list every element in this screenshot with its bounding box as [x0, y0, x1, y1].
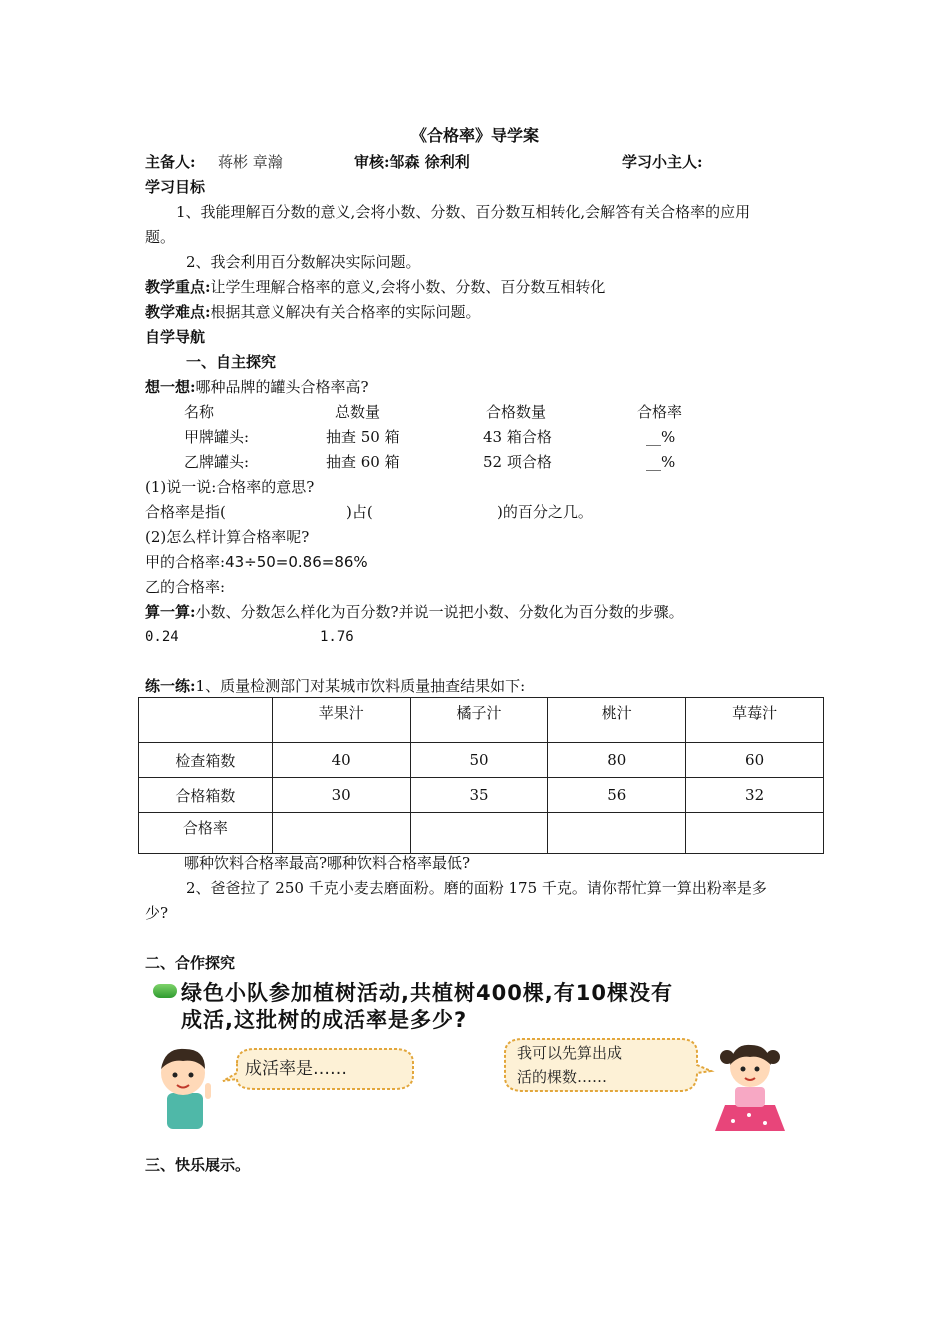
girl-illustration — [715, 1045, 785, 1131]
boy-illustration — [161, 1049, 211, 1129]
table-cell: 35 — [410, 778, 548, 813]
think-label: 想一想: — [145, 378, 196, 396]
fill-a: 合格率是指( — [145, 503, 226, 521]
calc-b-label: 乙的合格率: — [145, 578, 226, 596]
table-row — [139, 813, 824, 854]
table-cell — [410, 813, 548, 854]
key-point-label: 教学重点: — [145, 278, 211, 296]
part2-heading: 二、合作探究 — [145, 954, 236, 972]
row-b-total: 抽查 60 箱 — [326, 453, 400, 471]
student-label: 学习小主人: — [622, 153, 703, 171]
tree-problem-illustration — [145, 975, 795, 1135]
table-cell: 40 — [272, 743, 410, 778]
part3-heading: 三、快乐展示。 — [145, 1156, 251, 1174]
row-a-rate: __% — [646, 428, 676, 446]
problem-line2: 成活,这批树的成活率是多少? — [181, 1008, 468, 1032]
col-total: 总数量 — [335, 403, 381, 421]
calc-a-formula: 43÷50=0.86=86% — [225, 553, 368, 571]
practice-2-line2: 少? — [145, 904, 169, 922]
table-cell — [548, 813, 686, 854]
green-bullet-icon — [153, 984, 177, 998]
table-header-cell: 草莓汁 — [686, 698, 824, 743]
table-cell: 30 — [272, 778, 410, 813]
drink-quality-table — [138, 697, 824, 854]
practice-question: 哪种饮料合格率最高?哪种饮料合格率最低? — [184, 854, 471, 872]
table-cell: 合格箱数 — [139, 778, 273, 813]
question-2: (2)怎么样计算合格率呢? — [145, 528, 310, 546]
fill-b: )占( — [346, 503, 373, 521]
col-qualified: 合格数量 — [486, 403, 547, 421]
table-cell: 32 — [686, 778, 824, 813]
practice-line — [145, 676, 525, 696]
key-point-text: 让学生理解合格率的意义,会将小数、分数、百分数互相转化 — [210, 278, 606, 296]
compute-line — [145, 602, 684, 622]
row-a-total: 抽查 50 箱 — [326, 428, 400, 446]
table-row — [139, 743, 824, 778]
col-name: 名称 — [184, 403, 215, 421]
table-header-cell: 橘子汁 — [410, 698, 548, 743]
compute-text: 小数、分数怎么样化为百分数?并说一说把小数、分数化为百分数的步骤。 — [195, 603, 684, 621]
table-cell — [686, 813, 824, 854]
boy-bubble-text: 成活率是…… — [245, 1059, 347, 1079]
preparer-names: 蒋彬 章瀚 — [218, 153, 283, 171]
table-header-cell: 桃汁 — [548, 698, 686, 743]
table-cell — [272, 813, 410, 854]
girl-bubble-line2: 活的棵数…… — [517, 1068, 608, 1086]
table-cell: 56 — [548, 778, 686, 813]
num-1: 0.24 — [145, 629, 179, 645]
calc-a — [145, 552, 368, 572]
reviewer: 审核:邹森 徐利利 — [354, 153, 470, 171]
goal-1-line1: 1、我能理解百分数的意义,会将小数、分数、百分数互相转化,会解答有关合格率的应用 — [176, 203, 751, 221]
compute-label: 算一算: — [145, 603, 196, 621]
table-header-cell — [139, 698, 273, 743]
think-line — [145, 377, 369, 397]
part1-heading: 一、自主探究 — [186, 353, 277, 371]
practice-2-line1: 2、爸爸拉了 250 千克小麦去磨面粉。磨的面粉 175 千克。请你帮忙算一算出粉率是多 — [186, 879, 767, 897]
table-cell: 50 — [410, 743, 548, 778]
row-a-name: 甲牌罐头: — [184, 428, 250, 446]
table-cell: 60 — [686, 743, 824, 778]
num-2: 1.76 — [320, 629, 354, 645]
goals-heading: 学习目标 — [145, 178, 206, 196]
think-text: 哪种品牌的罐头合格率高? — [195, 378, 369, 396]
goal-2: 2、我会利用百分数解决实际问题。 — [186, 253, 421, 271]
girl-bubble-line1: 我可以先算出成 — [517, 1044, 623, 1062]
practice-label: 练一练: — [145, 677, 196, 695]
goal-1-line2: 题。 — [145, 228, 176, 246]
col-rate: 合格率 — [637, 403, 683, 421]
table-header-row — [139, 698, 824, 743]
page-title: 《合格率》导学案 — [410, 126, 539, 145]
row-b-name: 乙牌罐头: — [184, 453, 250, 471]
problem-line1: 绿色小队参加植树活动,共植树400棵,有10棵没有 — [181, 981, 674, 1005]
question-1: (1)说一说:合格率的意思? — [145, 478, 315, 496]
difficulty — [145, 302, 481, 322]
table-header-cell: 苹果汁 — [272, 698, 410, 743]
row-b-qualified: 52 项合格 — [483, 453, 552, 471]
difficulty-text: 根据其意义解决有关合格率的实际问题。 — [210, 303, 481, 321]
practice-intro: 1、质量检测部门对某城市饮料质量抽查结果如下: — [195, 677, 526, 695]
difficulty-label: 教学难点: — [145, 303, 211, 321]
table-cell: 80 — [548, 743, 686, 778]
row-b-rate: __% — [646, 453, 676, 471]
table-cell: 合格率 — [139, 813, 273, 854]
nav-heading: 自学导航 — [145, 328, 206, 346]
table-row — [139, 778, 824, 813]
calc-a-label: 甲的合格率: — [145, 553, 226, 571]
fill-c: )的百分之几。 — [497, 503, 593, 521]
key-point — [145, 277, 605, 297]
preparer-label: 主备人: — [145, 153, 196, 171]
row-a-qualified: 43 箱合格 — [483, 428, 552, 446]
table-cell: 检查箱数 — [139, 743, 273, 778]
